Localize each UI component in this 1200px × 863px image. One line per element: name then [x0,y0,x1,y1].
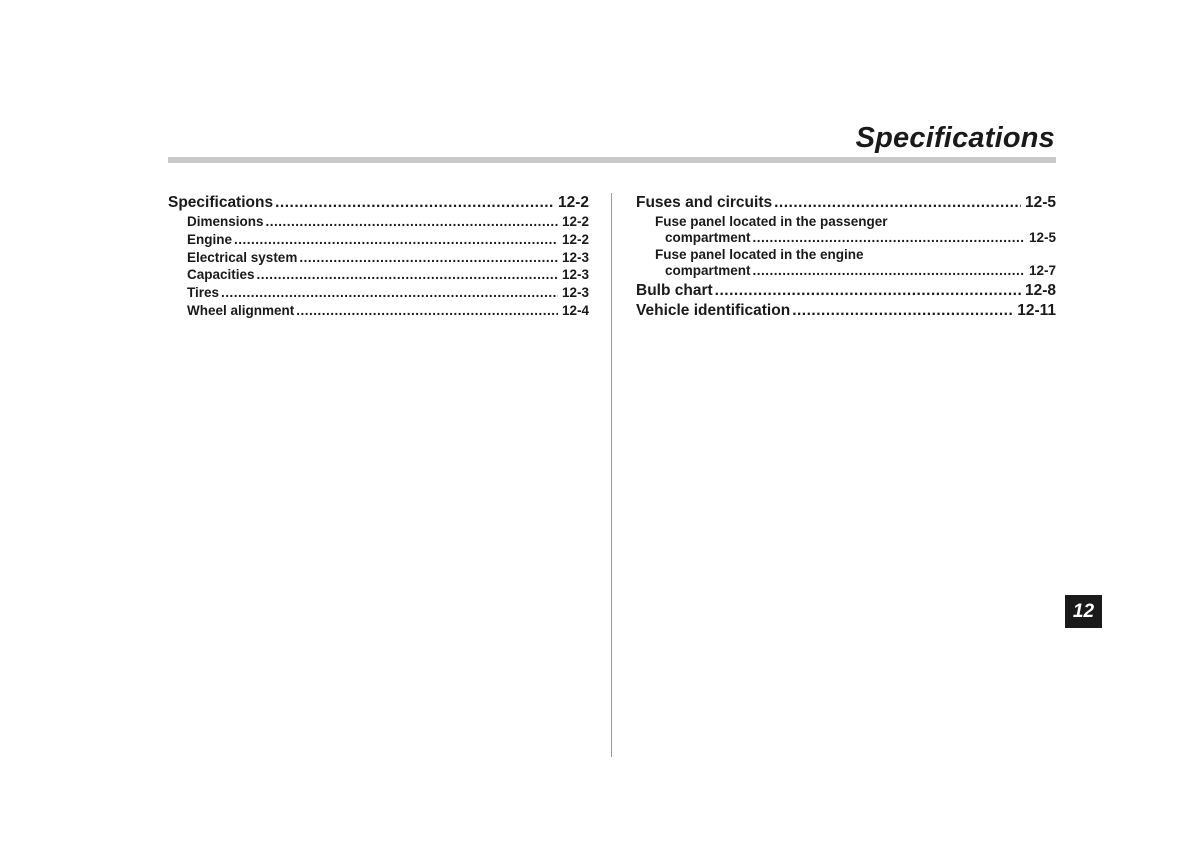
toc-page-ref: 12-5 [1028,230,1056,245]
toc-entry-label-line2: compartment [665,263,751,278]
toc-page-ref: 12-4 [561,302,589,318]
toc-page-ref: 12-3 [561,267,589,283]
leader-dots [753,230,1025,246]
toc-left-column [168,193,589,320]
chapter-title: Specifications [855,122,1055,154]
leader-dots [296,302,558,320]
toc-page-ref: 12-2 [561,214,589,229]
toc-page-ref: 12-8 [1024,282,1056,299]
toc-entry-fuse-panel-engine[interactable] [636,246,1056,279]
toc-entry-label: Electrical system [187,249,298,265]
toc-entry-dimensions[interactable] [168,213,589,231]
toc-entry-label: Tires [187,285,220,301]
toc-entry-wheel-alignment[interactable] [168,302,589,320]
toc-entry-label: Vehicle identification [636,302,791,319]
column-divider [611,193,612,757]
leader-dots [266,213,558,231]
toc-entry-capacities[interactable] [168,266,589,284]
toc-page-ref: 12-7 [1028,263,1056,278]
leader-dots [221,284,558,302]
toc-entry-bulb-chart[interactable] [636,281,1056,301]
toc-entry-specifications[interactable] [168,193,589,213]
toc-page-ref: 12-3 [561,249,589,265]
toc-page-ref: 12-2 [557,194,589,211]
toc-entry-tires[interactable] [168,284,589,302]
toc-entry-electrical-system[interactable] [168,249,589,267]
leader-dots [715,281,1021,301]
leader-dots [753,263,1025,279]
toc-page-ref: 12-2 [561,231,589,247]
toc-entry-label-line1: Fuse panel located in the engine [655,247,864,262]
leader-dots [792,301,1013,321]
toc-entry-label: Engine [187,231,233,247]
toc-entry-engine[interactable] [168,231,589,249]
toc-entry-fuse-panel-passenger[interactable] [636,213,1056,246]
toc-entry-continuation [655,263,1056,279]
toc-entry-vehicle-identification[interactable] [636,301,1056,321]
toc-entry-label-line1: Fuse panel located in the passenger [655,214,888,229]
toc-entry-label: Capacities [187,267,255,283]
toc-page-ref: 12-11 [1017,302,1056,319]
leader-dots [234,231,558,249]
toc-entry-label: Wheel alignment [187,302,295,318]
toc-entry-fuses-and-circuits[interactable] [636,193,1056,213]
toc-entry-label: Bulb chart [636,282,713,299]
toc-entry-continuation [655,230,1056,246]
toc-page-ref: 12-3 [561,285,589,301]
chapter-tab-marker: 12 [1065,595,1102,628]
leader-dots [275,193,554,213]
toc-entry-label: Specifications [168,194,274,211]
leader-dots [774,193,1021,213]
leader-dots [257,266,558,284]
leader-dots [299,249,558,267]
toc-page-ref: 12-5 [1024,194,1056,211]
toc-entry-label: Fuses and circuits [636,194,773,211]
toc-entry-label: Dimensions [187,214,264,229]
toc-entry-label-line2: compartment [665,230,751,245]
toc-right-column [636,193,1056,321]
title-rule [168,157,1056,163]
